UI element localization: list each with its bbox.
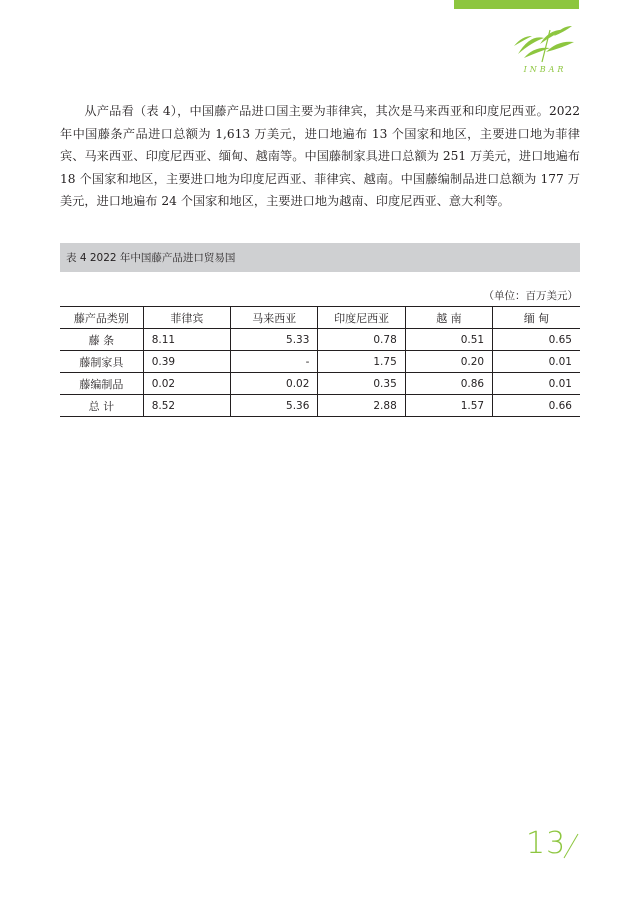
table-cell: 0.65 bbox=[493, 329, 580, 351]
table-row bbox=[60, 329, 580, 351]
table-cell: 0.66 bbox=[493, 395, 580, 417]
bamboo-leaf-icon bbox=[510, 24, 580, 64]
paragraph: 从产品看（表 4），中国藤产品进口国主要为菲律宾，其次是马来西亚和印度尼西亚。2022 年中国藤条产品进口总额为 1,613 万美元，进口地遍布 13 个国家和地区，主要进口地为菲律宾、马来西亚、印度尼西亚、缅甸、越南等。中国藤制家具进口总额为 251 万美元，进口地遍布 18 个国家和地区，主要进口地为印度尼西亚、菲律宾、越南。中国藤编制品进口总额为 177 万美元，进口地遍布 24 个国家和地区，主要进口地为越南、印度尼西亚、意大利等。 bbox=[60, 104, 580, 208]
table-cell: 8.52 bbox=[143, 395, 230, 417]
table-cell: 0.78 bbox=[318, 329, 405, 351]
table-cell: 2.88 bbox=[318, 395, 405, 417]
table-cell: 5.33 bbox=[231, 329, 318, 351]
row-label: 藤 条 bbox=[60, 329, 143, 351]
table-cell: 0.86 bbox=[405, 373, 492, 395]
table-cell: 0.02 bbox=[231, 373, 318, 395]
column-header: 缅 甸 bbox=[493, 307, 580, 329]
row-label: 总 计 bbox=[60, 395, 143, 417]
table-unit: （单位：百万美元） bbox=[483, 290, 578, 302]
header-accent-bar bbox=[454, 0, 579, 9]
column-header: 印度尼西亚 bbox=[318, 307, 405, 329]
table-cell: 0.01 bbox=[493, 373, 580, 395]
table-cell: 1.75 bbox=[318, 351, 405, 373]
inbar-logo bbox=[510, 24, 580, 74]
table-row bbox=[60, 351, 580, 373]
body-text bbox=[60, 100, 580, 213]
slash-decoration-icon bbox=[562, 832, 580, 860]
table-caption-bar bbox=[60, 243, 580, 272]
column-header: 藤产品类别 bbox=[60, 307, 143, 329]
column-header: 菲律宾 bbox=[143, 307, 230, 329]
table-cell: 0.20 bbox=[405, 351, 492, 373]
logo-text: INBAR bbox=[523, 65, 567, 74]
table-cell: 5.36 bbox=[231, 395, 318, 417]
table-header-row bbox=[60, 307, 580, 329]
import-trade-table bbox=[60, 306, 580, 417]
page-number: 13 bbox=[526, 826, 567, 861]
table-cell: - bbox=[231, 351, 318, 373]
table-cell: 0.51 bbox=[405, 329, 492, 351]
table-row bbox=[60, 373, 580, 395]
table-row bbox=[60, 395, 580, 417]
table-cell: 0.35 bbox=[318, 373, 405, 395]
column-header: 马来西亚 bbox=[231, 307, 318, 329]
table-caption: 表 4 2022 年中国藤产品进口贸易国 bbox=[66, 252, 236, 264]
row-label: 藤制家具 bbox=[60, 351, 143, 373]
table-cell: 0.39 bbox=[143, 351, 230, 373]
table-cell: 0.01 bbox=[493, 351, 580, 373]
table-cell: 1.57 bbox=[405, 395, 492, 417]
column-header: 越 南 bbox=[405, 307, 492, 329]
table-cell: 0.02 bbox=[143, 373, 230, 395]
row-label: 藤编制品 bbox=[60, 373, 143, 395]
table-cell: 8.11 bbox=[143, 329, 230, 351]
